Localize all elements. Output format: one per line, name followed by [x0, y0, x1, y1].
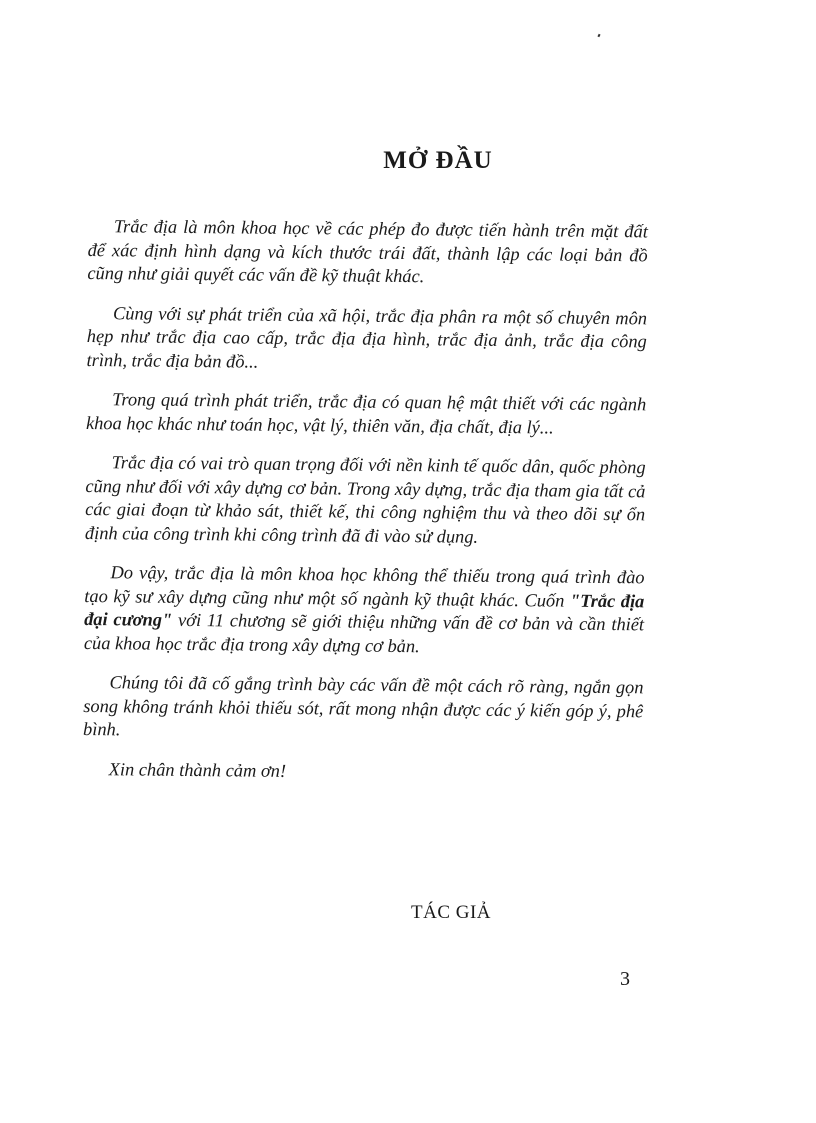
paragraph-thanks: Xin chân thành cảm ơn! — [108, 758, 287, 781]
book-intro-text-before: Do vậy, trắc địa là môn khoa học không thể thiếu trong quá trình đào tạo kỹ sư xây dựng cũng như một số ngành kỹ thuật khác. Cuốn — [84, 562, 645, 611]
paragraph-related-sciences: Trong quá trình phát triển, trắc địa có quan hệ mật thiết với các ngành khoa học khác như toán học, vật lý, thiên văn, địa chất, địa lý... — [85, 389, 647, 437]
paragraph-specializations: Cùng với sự phát triển của xã hội, trắc địa phân ra một số chuyên môn hẹp như trắc địa cao cấp, trắc địa địa hình, trắc địa ảnh, trắc địa công trình, trắc địa bản đồ... — [86, 302, 648, 372]
scan-speck — [597, 34, 600, 38]
paragraph-definition: Trắc địa là môn khoa học về các phép đo được tiến hành trên mặt đất để xác định hình dạng và kích thước trái đất, thành lập các loại bản đồ cũng như giải quyết các vấn đề kỹ thuật khác. — [87, 216, 648, 287]
author-signature: TÁC GIẢ — [411, 902, 492, 923]
preface-body — [82, 215, 648, 802]
paragraph-role: Trắc địa có vai trò quan trọng đối với nền kinh tế quốc dân, quốc phòng cũng như đối với xây dựng cơ bản. Trong xây dựng, trắc địa tham gia tất cả các giai đoạn từ khảo sát, thiết kế, thi công nghiệm thu và theo dõi sự ổn định của công trình khi công trình đã đi vào sử dụng. — [84, 452, 646, 547]
paragraph-book-intro — [84, 561, 645, 660]
paragraph-feedback: Chúng tôi đã cố gắng trình bày các vấn đề một cách rõ ràng, ngắn gọn song không tránh khỏi thiếu sót, rất mong nhận được các ý kiến góp ý, phê bình. — [82, 672, 644, 740]
book-title: "Trắc địa đại cương" — [84, 590, 645, 630]
page-number: 3 — [620, 968, 630, 990]
page-title: MỞ ĐẦU — [383, 147, 493, 174]
book-intro-text-after: với 11 chương sẽ giới thiệu những vấn đề cơ bản và cần thiết của khoa học trắc địa trong xây dựng cơ bản. — [83, 609, 645, 656]
